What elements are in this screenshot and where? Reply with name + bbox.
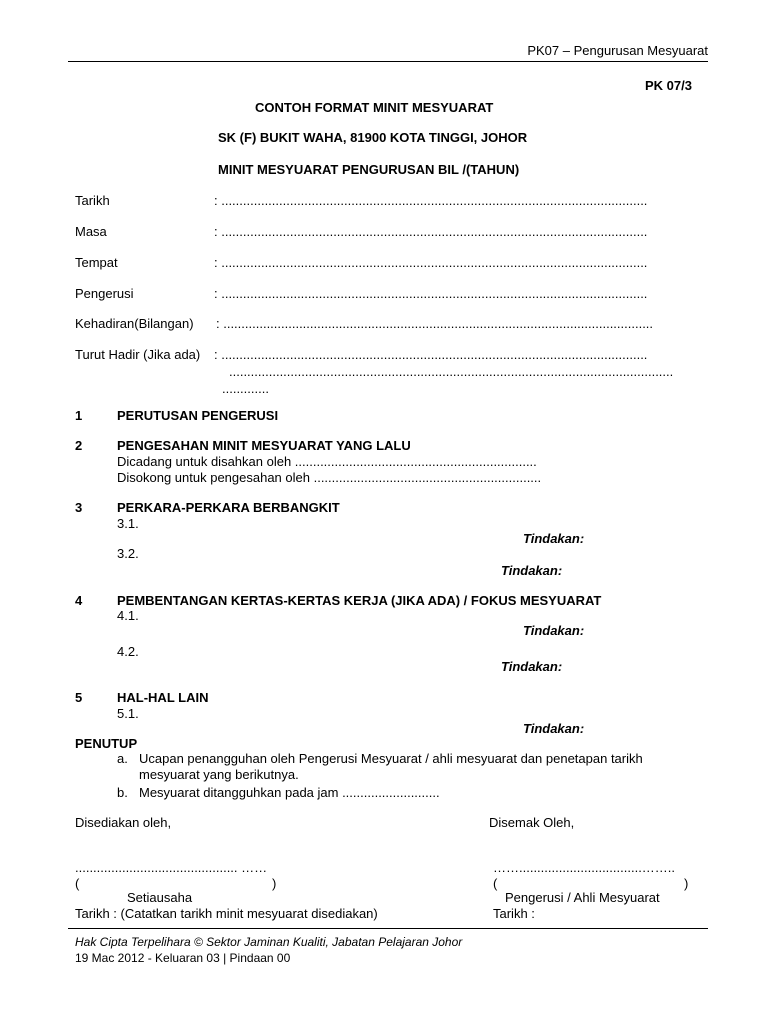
section-2-title: PENGESAHAN MINIT MESYUARAT YANG LALU [117,438,411,453]
field-label-tarikh: Tarikh [75,193,110,208]
penutup-a-marker: a. [117,751,128,766]
penutup-a-line-2: mesyuarat yang berikutnya. [139,767,299,782]
field-label-turut-hadir: Turut Hadir (Jika ada) [75,347,201,362]
tindakan-4-1: Tindakan: [523,623,585,638]
section-3-item-1: 3.1. [117,516,139,531]
section-3-item-2: 3.2. [117,546,139,561]
section-4-item-1: 4.1. [117,608,139,623]
field-value-kehadiran: : ....................................................................................................................... [216,316,654,331]
turut-hadir-continuation-2: ............. [222,381,269,396]
field-label-pengerusi: Pengerusi [75,286,134,301]
penutup-a-line-1: Ucapan penangguhan oleh Pengerusi Mesyuarat / ahli mesyuarat dan penetapan tarikh [139,751,643,766]
section-5-title: HAL-HAL LAIN [117,690,209,705]
field-label-tempat: Tempat [75,255,118,270]
field-value-turut-hadir: : ...................................................................................................................... [214,347,648,362]
document-title: CONTOH FORMAT MINIT MESYUARAT [255,100,494,115]
penutup-b-marker: b. [117,785,128,800]
footer-rule [68,928,708,929]
field-value-tarikh: : ...................................................................................................................... [214,193,648,208]
section-5-item-1: 5.1. [117,706,139,721]
penutup-title: PENUTUP [75,736,138,751]
tindakan-5-1: Tindakan: [523,721,585,736]
section-4-item-2: 4.2. [117,644,139,659]
reviewed-by-role: Pengerusi / Ahli Mesyuarat [505,890,660,905]
section-4-number: 4 [75,593,83,608]
section-3-number: 3 [75,500,83,515]
section-2-number: 2 [75,438,83,453]
section-2-line-1: Dicadang untuk disahkan oleh ................................................................... [117,454,537,469]
tindakan-3-2: Tindakan: [501,563,563,578]
field-label-masa: Masa [75,224,107,239]
reviewed-by-heading: Disemak Oleh, [489,815,575,830]
section-3-title: PERKARA-PERKARA BERBANGKIT [117,500,340,515]
document-code: PK 07/3 [645,78,692,93]
section-4-title: PEMBENTANGAN KERTAS-KERTAS KERJA (JIKA ADA) / FOKUS MESYUARAT [117,593,602,608]
field-value-tempat: : ...................................................................................................................... [214,255,648,270]
prepared-by-role: Setiausaha [127,890,193,905]
running-header: PK07 – Pengurusan Mesyuarat [527,43,708,58]
field-value-masa: : ...................................................................................................................... [214,224,648,239]
field-label-kehadiran: Kehadiran(Bilangan) [75,316,194,331]
tindakan-3-1: Tindakan: [523,531,585,546]
prepared-by-date: Tarikh : (Catatkan tarikh minit mesyuarat disediakan) [75,906,378,921]
section-1-title: PERUTUSAN PENGERUSI [117,408,279,423]
meeting-title: MINIT MESYUARAT PENGURUSAN BIL /(TAHUN) [218,162,520,177]
section-2-line-2: Disokong untuk pengesahan oleh ............................................................... [117,470,542,485]
reviewed-by-date: Tarikh : [493,906,535,921]
field-value-pengerusi: : ...................................................................................................................... [214,286,648,301]
prepared-by-open-paren: ( [75,876,80,891]
header-rule [68,61,708,62]
tindakan-4-2: Tindakan: [501,659,563,674]
release-info: 19 Mac 2012 - Keluaran 03 | Pindaan 00 [75,951,291,965]
reviewed-by-signature-line: ……..................................…….. [493,860,676,875]
reviewed-by-open-paren: ( [493,876,498,891]
penutup-b-line: Mesyuarat ditangguhkan pada jam ........................... [139,785,440,800]
prepared-by-signature-line: ............................................. …… [75,860,268,875]
school-name: SK (F) BUKIT WAHA, 81900 KOTA TINGGI, JOHOR [218,130,528,145]
turut-hadir-continuation-1: ........................................................................................................................... [229,364,674,379]
section-1-number: 1 [75,408,83,423]
prepared-by-close-paren: ) [272,876,277,891]
reviewed-by-close-paren: ) [684,876,689,891]
prepared-by-heading: Disediakan oleh, [75,815,172,830]
section-5-number: 5 [75,690,83,705]
copyright-notice: Hak Cipta Terpelihara © Sektor Jaminan Kualiti, Jabatan Pelajaran Johor [75,935,463,949]
